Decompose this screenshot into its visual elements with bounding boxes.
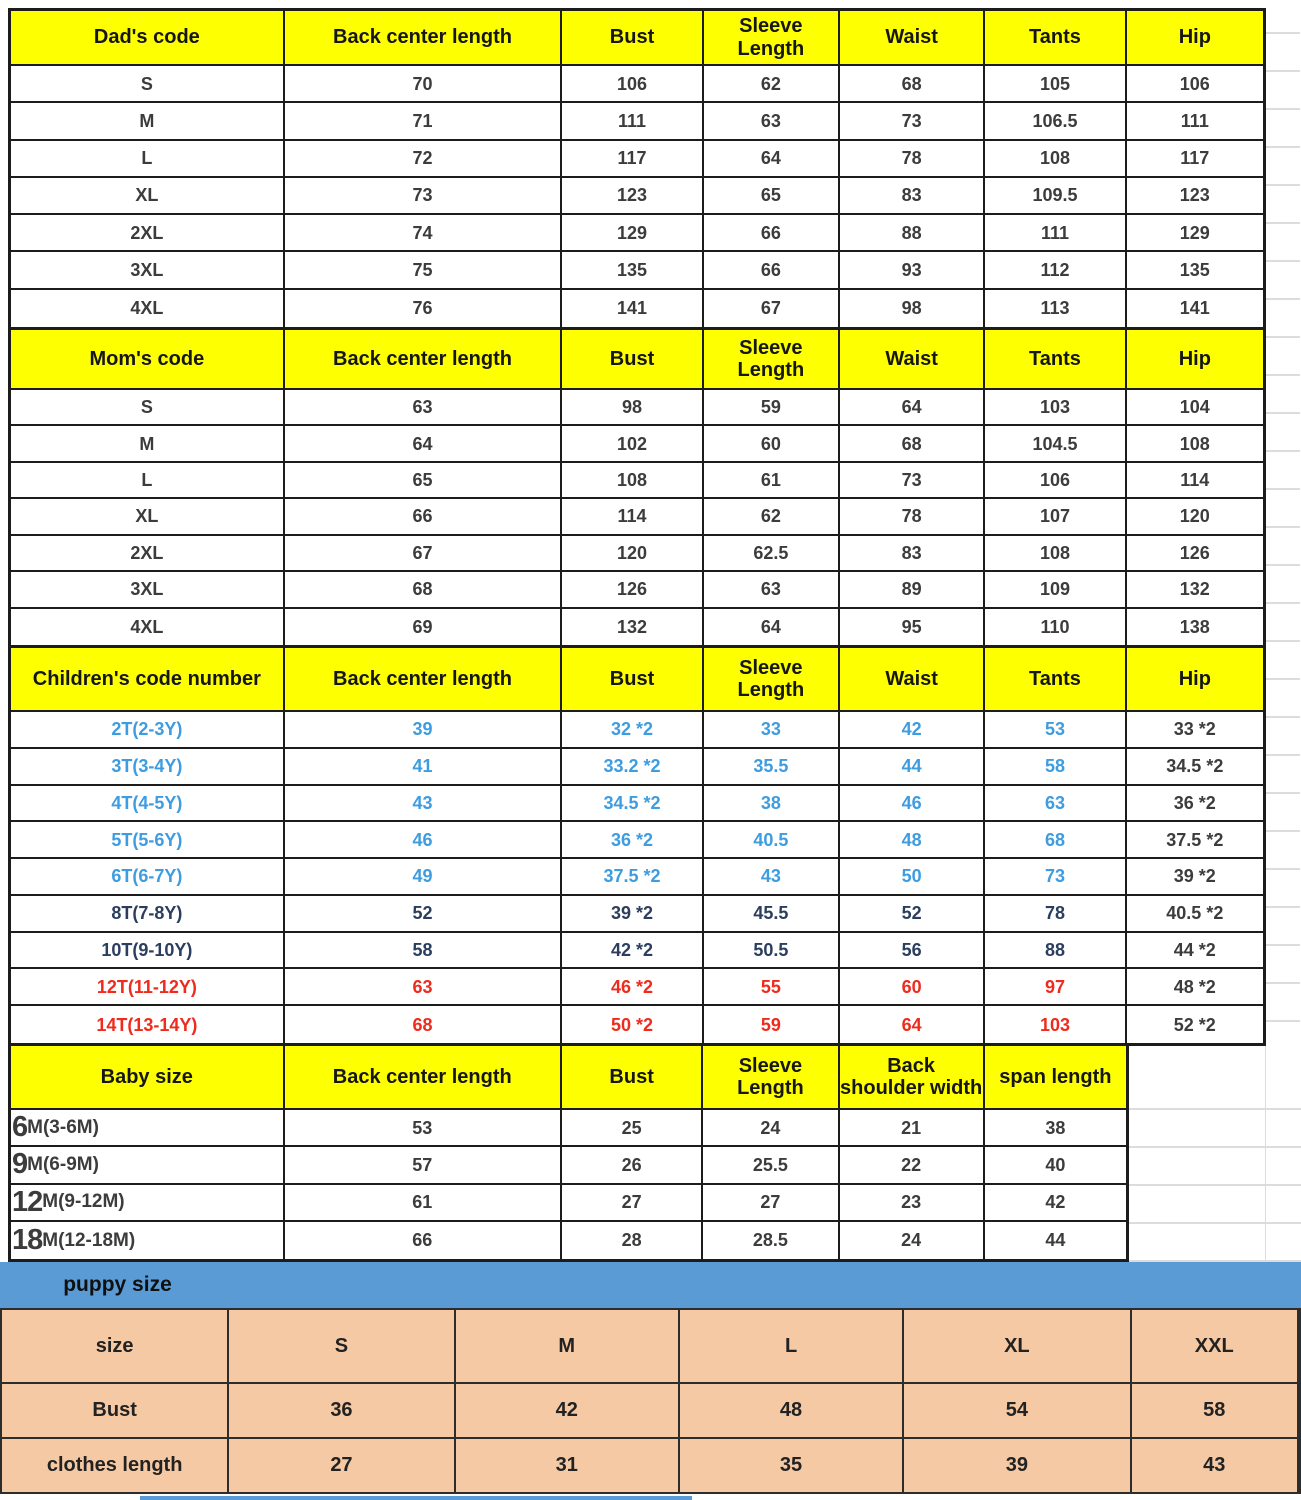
value-cell: 23 xyxy=(840,1185,985,1222)
value-cell: 32 *2 xyxy=(562,712,703,749)
value-cell: 89 xyxy=(840,572,985,608)
baby-size-big-digit: 6 xyxy=(12,1111,28,1144)
value-cell: 104 xyxy=(1127,390,1263,426)
baby-size-table xyxy=(8,1046,1129,1262)
value-cell: 105 xyxy=(985,66,1126,103)
value-cell: 36 *2 xyxy=(562,822,703,859)
value-cell: 66 xyxy=(285,1222,563,1259)
puppy-size-table xyxy=(0,1308,1301,1494)
value-cell: M xyxy=(456,1310,680,1384)
value-cell: 28 xyxy=(562,1222,703,1259)
row-label: 9 M(6-9M) xyxy=(11,1147,285,1184)
value-cell: 64 xyxy=(840,390,985,426)
value-cell: 78 xyxy=(840,499,985,535)
value-cell: 34.5 *2 xyxy=(1127,749,1263,786)
value-cell: 103 xyxy=(985,390,1126,426)
row-label: 5T(5-6Y) xyxy=(11,822,285,859)
value-cell: 109 xyxy=(985,572,1126,608)
puppy-size-title: puppy size xyxy=(63,1273,172,1296)
value-cell: 48 *2 xyxy=(1127,969,1263,1006)
value-cell: 36 *2 xyxy=(1127,786,1263,823)
value-cell: 58 xyxy=(1132,1384,1299,1439)
value-cell: 123 xyxy=(562,178,703,215)
value-cell: 67 xyxy=(704,290,840,327)
column-header: Back center length xyxy=(285,648,563,712)
value-cell: 39 *2 xyxy=(1127,859,1263,896)
value-cell: 114 xyxy=(562,499,703,535)
value-cell: 35 xyxy=(680,1439,904,1494)
value-cell: 68 xyxy=(285,1006,563,1043)
column-header: Bust xyxy=(562,1046,703,1110)
row-label: 3T(3-4Y) xyxy=(11,749,285,786)
value-cell: 63 xyxy=(285,390,563,426)
value-cell: 27 xyxy=(703,1185,839,1222)
value-cell: 50 xyxy=(840,859,985,896)
value-cell: 68 xyxy=(840,66,985,103)
column-header: Back center length xyxy=(285,1046,563,1110)
value-cell: 39 xyxy=(904,1439,1131,1494)
value-cell: 113 xyxy=(985,290,1126,327)
value-cell: 43 xyxy=(1132,1439,1299,1494)
value-cell: 62.5 xyxy=(704,536,840,572)
value-cell: 123 xyxy=(1127,178,1263,215)
value-cell: 74 xyxy=(285,215,563,252)
value-cell: 135 xyxy=(1127,252,1263,289)
dads-size-table xyxy=(8,8,1266,330)
value-cell: 120 xyxy=(562,536,703,572)
value-cell: 53 xyxy=(285,1110,563,1147)
column-header: Back shoulder width xyxy=(840,1046,985,1110)
value-cell: 108 xyxy=(1127,426,1263,462)
value-cell: 68 xyxy=(285,572,563,608)
row-label: 2XL xyxy=(11,536,285,572)
row-label: XL xyxy=(11,178,285,215)
spreadsheet-gridline-vertical xyxy=(1265,1046,1266,1262)
value-cell: 83 xyxy=(840,178,985,215)
value-cell: 68 xyxy=(985,822,1126,859)
value-cell: 39 *2 xyxy=(562,896,703,933)
value-cell: 52 xyxy=(840,896,985,933)
value-cell: 71 xyxy=(285,103,563,140)
value-cell: 43 xyxy=(285,786,563,823)
moms-size-table xyxy=(8,330,1266,648)
row-label: S xyxy=(11,66,285,103)
value-cell: L xyxy=(680,1310,904,1384)
row-label: S xyxy=(11,390,285,426)
value-cell: 110 xyxy=(985,609,1126,645)
value-cell: 50.5 xyxy=(704,933,840,970)
value-cell: 107 xyxy=(985,499,1126,535)
row-label: clothes length xyxy=(2,1439,229,1494)
value-cell: 52 *2 xyxy=(1127,1006,1263,1043)
value-cell: 83 xyxy=(840,536,985,572)
value-cell: 72 xyxy=(285,141,563,178)
column-header: Waist xyxy=(840,330,985,390)
value-cell: 42 xyxy=(985,1185,1126,1222)
value-cell: 60 xyxy=(840,969,985,1006)
value-cell: 76 xyxy=(285,290,563,327)
children-size-table xyxy=(8,648,1266,1046)
value-cell: 104.5 xyxy=(985,426,1126,462)
row-label: 12 M(9-12M) xyxy=(11,1185,285,1222)
value-cell: 42 xyxy=(840,712,985,749)
column-header: Sleeve Length xyxy=(704,11,840,66)
column-header: Sleeve Length xyxy=(703,1046,839,1110)
value-cell: 97 xyxy=(985,969,1126,1006)
column-header: Children's code number xyxy=(11,648,285,712)
row-label: 2T(2-3Y) xyxy=(11,712,285,749)
value-cell: 54 xyxy=(904,1384,1131,1439)
puppy-size-header-bar xyxy=(0,1262,1301,1308)
column-header: Tants xyxy=(985,11,1126,66)
value-cell: 78 xyxy=(985,896,1126,933)
value-cell: 132 xyxy=(1127,572,1263,608)
row-label: 12T(11-12Y) xyxy=(11,969,285,1006)
value-cell: 37.5 *2 xyxy=(1127,822,1263,859)
column-header: Back center length xyxy=(285,11,563,66)
column-header: Tants xyxy=(985,330,1126,390)
value-cell: 49 xyxy=(285,859,563,896)
value-cell: 73 xyxy=(840,103,985,140)
value-cell: 35.5 xyxy=(704,749,840,786)
column-header: Sleeve Length xyxy=(704,648,840,712)
value-cell: 112 xyxy=(985,252,1126,289)
baby-size-big-digit: 12 xyxy=(12,1185,43,1218)
row-label: 2XL xyxy=(11,215,285,252)
value-cell: 38 xyxy=(985,1110,1126,1147)
column-header: Bust xyxy=(562,648,703,712)
value-cell: XL xyxy=(904,1310,1131,1384)
spreadsheet-gridlines-baby xyxy=(1129,1046,1301,1262)
value-cell: 58 xyxy=(285,933,563,970)
value-cell: 132 xyxy=(562,609,703,645)
value-cell: 33 *2 xyxy=(1127,712,1263,749)
value-cell: 57 xyxy=(285,1147,563,1184)
row-label: XL xyxy=(11,499,285,535)
value-cell: 66 xyxy=(285,499,563,535)
value-cell: 108 xyxy=(985,536,1126,572)
value-cell: 24 xyxy=(840,1222,985,1259)
row-label: size xyxy=(2,1310,229,1384)
column-header: Bust xyxy=(562,11,703,66)
value-cell: 56 xyxy=(840,933,985,970)
column-header: Tants xyxy=(985,648,1126,712)
value-cell: 106 xyxy=(1127,66,1263,103)
value-cell: 46 *2 xyxy=(562,969,703,1006)
value-cell: 108 xyxy=(985,141,1126,178)
column-header: Mom's code xyxy=(11,330,285,390)
value-cell: 66 xyxy=(704,215,840,252)
value-cell: 44 xyxy=(985,1222,1126,1259)
value-cell: 63 xyxy=(285,969,563,1006)
value-cell: 61 xyxy=(285,1185,563,1222)
value-cell: 48 xyxy=(840,822,985,859)
value-cell: 109.5 xyxy=(985,178,1126,215)
value-cell: 129 xyxy=(562,215,703,252)
value-cell: 61 xyxy=(704,463,840,499)
row-label: 6 M(3-6M) xyxy=(11,1110,285,1147)
value-cell: 78 xyxy=(840,141,985,178)
bottom-blue-strip xyxy=(140,1496,692,1500)
value-cell: 95 xyxy=(840,609,985,645)
row-label: L xyxy=(11,141,285,178)
value-cell: 120 xyxy=(1127,499,1263,535)
column-header: Baby size xyxy=(11,1046,285,1110)
row-label: 3XL xyxy=(11,252,285,289)
value-cell: 40.5 *2 xyxy=(1127,896,1263,933)
value-cell: 59 xyxy=(704,1006,840,1043)
value-cell: 55 xyxy=(704,969,840,1006)
value-cell: 111 xyxy=(985,215,1126,252)
row-label: 14T(13-14Y) xyxy=(11,1006,285,1043)
value-cell: 27 xyxy=(562,1185,703,1222)
row-label: 4XL xyxy=(11,290,285,327)
row-label: 3XL xyxy=(11,572,285,608)
row-label: 6T(6-7Y) xyxy=(11,859,285,896)
value-cell: 88 xyxy=(840,215,985,252)
value-cell: 70 xyxy=(285,66,563,103)
value-cell: 40.5 xyxy=(704,822,840,859)
column-header: Waist xyxy=(840,648,985,712)
row-label: 8T(7-8Y) xyxy=(11,896,285,933)
baby-size-big-digit: 18 xyxy=(12,1223,43,1256)
value-cell: 33 xyxy=(704,712,840,749)
value-cell: 36 xyxy=(229,1384,455,1439)
column-header: Bust xyxy=(562,330,703,390)
value-cell: 126 xyxy=(1127,536,1263,572)
column-header: Back center length xyxy=(285,330,563,390)
value-cell: S xyxy=(229,1310,455,1384)
value-cell: 69 xyxy=(285,609,563,645)
value-cell: 60 xyxy=(704,426,840,462)
value-cell: 38 xyxy=(704,786,840,823)
value-cell: 64 xyxy=(704,141,840,178)
value-cell: 108 xyxy=(562,463,703,499)
value-cell: 58 xyxy=(985,749,1126,786)
value-cell: 37.5 *2 xyxy=(562,859,703,896)
column-header: Sleeve Length xyxy=(704,330,840,390)
value-cell: 44 *2 xyxy=(1127,933,1263,970)
value-cell: 64 xyxy=(285,426,563,462)
value-cell: 117 xyxy=(562,141,703,178)
value-cell: 63 xyxy=(704,103,840,140)
value-cell: 28.5 xyxy=(703,1222,839,1259)
value-cell: 34.5 *2 xyxy=(562,786,703,823)
value-cell: 27 xyxy=(229,1439,455,1494)
row-label: 4T(4-5Y) xyxy=(11,786,285,823)
value-cell: 73 xyxy=(285,178,563,215)
row-label: M xyxy=(11,426,285,462)
value-cell: 117 xyxy=(1127,141,1263,178)
value-cell: 53 xyxy=(985,712,1126,749)
value-cell: 33.2 *2 xyxy=(562,749,703,786)
value-cell: 138 xyxy=(1127,609,1263,645)
value-cell: 41 xyxy=(285,749,563,786)
value-cell: 129 xyxy=(1127,215,1263,252)
value-cell: 68 xyxy=(840,426,985,462)
value-cell: 103 xyxy=(985,1006,1126,1043)
value-cell: 42 xyxy=(456,1384,680,1439)
value-cell: 42 *2 xyxy=(562,933,703,970)
value-cell: 67 xyxy=(285,536,563,572)
row-label: L xyxy=(11,463,285,499)
value-cell: 102 xyxy=(562,426,703,462)
value-cell: 106 xyxy=(562,66,703,103)
value-cell: 93 xyxy=(840,252,985,289)
column-header: span length xyxy=(985,1046,1126,1110)
value-cell: 64 xyxy=(840,1006,985,1043)
value-cell: 98 xyxy=(562,390,703,426)
value-cell: 46 xyxy=(840,786,985,823)
value-cell: 59 xyxy=(704,390,840,426)
value-cell: 25.5 xyxy=(703,1147,839,1184)
value-cell: 39 xyxy=(285,712,563,749)
value-cell: 62 xyxy=(704,66,840,103)
value-cell: 126 xyxy=(562,572,703,608)
value-cell: XXL xyxy=(1132,1310,1299,1384)
baby-size-big-digit: 9 xyxy=(12,1148,28,1181)
value-cell: 63 xyxy=(704,572,840,608)
value-cell: 66 xyxy=(704,252,840,289)
value-cell: 63 xyxy=(985,786,1126,823)
value-cell: 25 xyxy=(562,1110,703,1147)
column-header: Hip xyxy=(1127,11,1263,66)
value-cell: 141 xyxy=(1127,290,1263,327)
row-label: 10T(9-10Y) xyxy=(11,933,285,970)
value-cell: 31 xyxy=(456,1439,680,1494)
value-cell: 46 xyxy=(285,822,563,859)
value-cell: 106.5 xyxy=(985,103,1126,140)
column-header: Dad's code xyxy=(11,11,285,66)
row-label: 4XL xyxy=(11,609,285,645)
value-cell: 22 xyxy=(840,1147,985,1184)
value-cell: 26 xyxy=(562,1147,703,1184)
value-cell: 98 xyxy=(840,290,985,327)
row-label: M xyxy=(11,103,285,140)
row-label: 18 M(12-18M) xyxy=(11,1222,285,1259)
value-cell: 73 xyxy=(985,859,1126,896)
value-cell: 40 xyxy=(985,1147,1126,1184)
value-cell: 48 xyxy=(680,1384,904,1439)
value-cell: 111 xyxy=(562,103,703,140)
value-cell: 50 *2 xyxy=(562,1006,703,1043)
value-cell: 43 xyxy=(704,859,840,896)
value-cell: 62 xyxy=(704,499,840,535)
column-header: Hip xyxy=(1127,330,1263,390)
value-cell: 111 xyxy=(1127,103,1263,140)
column-header: Hip xyxy=(1127,648,1263,712)
value-cell: 135 xyxy=(562,252,703,289)
value-cell: 44 xyxy=(840,749,985,786)
value-cell: 73 xyxy=(840,463,985,499)
value-cell: 64 xyxy=(704,609,840,645)
value-cell: 106 xyxy=(985,463,1126,499)
row-label: Bust xyxy=(2,1384,229,1439)
value-cell: 75 xyxy=(285,252,563,289)
value-cell: 21 xyxy=(840,1110,985,1147)
value-cell: 65 xyxy=(285,463,563,499)
value-cell: 45.5 xyxy=(704,896,840,933)
value-cell: 52 xyxy=(285,896,563,933)
value-cell: 88 xyxy=(985,933,1126,970)
value-cell: 114 xyxy=(1127,463,1263,499)
column-header: Waist xyxy=(840,11,985,66)
value-cell: 24 xyxy=(703,1110,839,1147)
value-cell: 141 xyxy=(562,290,703,327)
value-cell: 65 xyxy=(704,178,840,215)
